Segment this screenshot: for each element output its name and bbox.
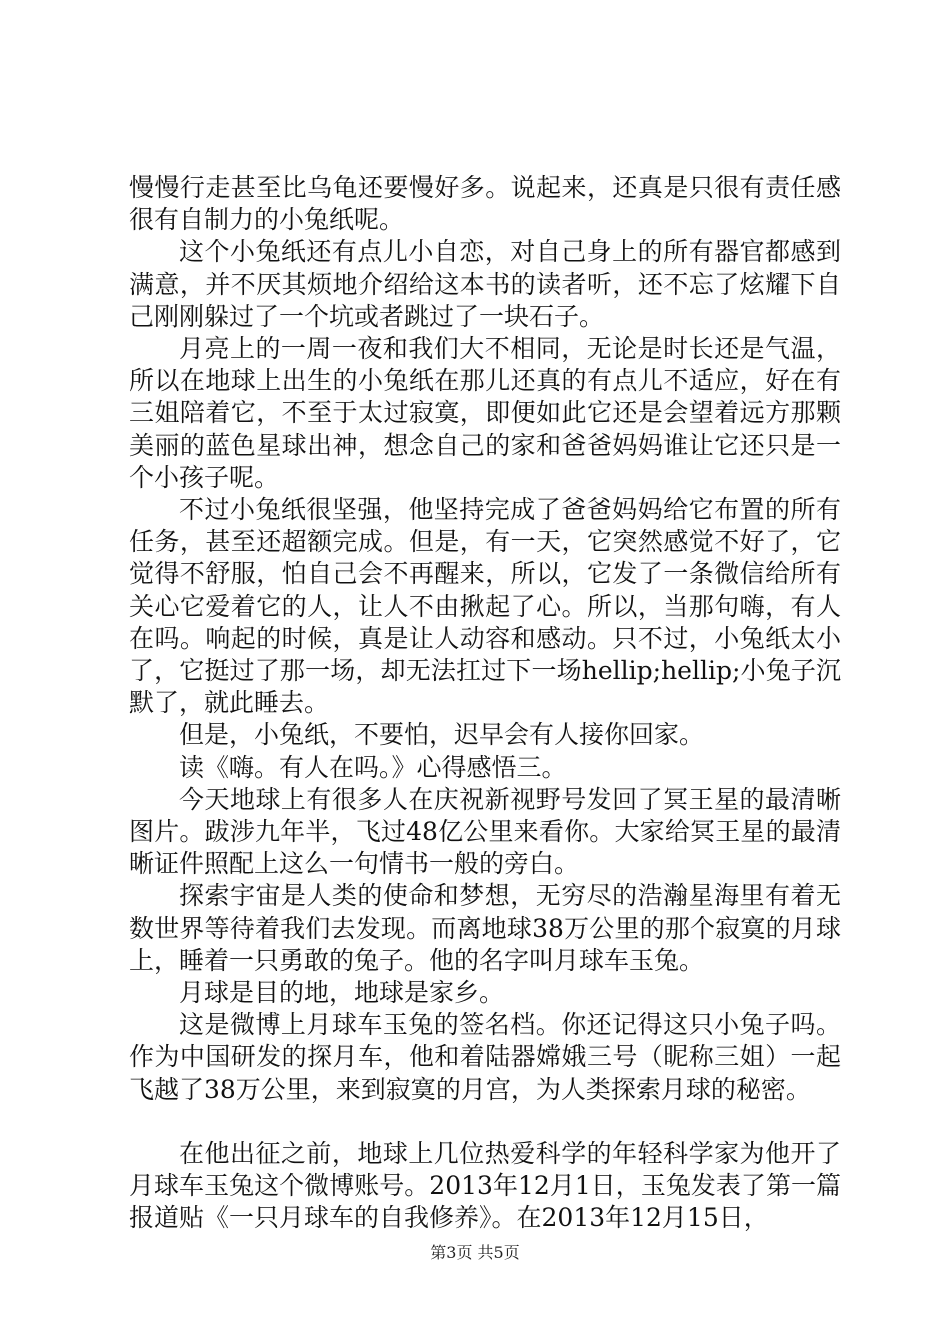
paragraph: 探索宇宙是人类的使命和梦想，无穷尽的浩瀚星海里有着无数世界等待着我们去发现。而离地球38万公里的那个寂寞的月球上，睡着一只勇敢的兔子。他的名字叫月球车玉兔。 <box>129 881 841 975</box>
document-body <box>129 172 841 1235</box>
paragraph: 月球是目的地，地球是家乡。 <box>179 978 505 1008</box>
paragraph: 在他出征之前，地球上几位热爱科学的年轻科学家为他开了月球车玉兔这个微博账号。2013年12月1日，玉兔发表了第一篇报道贴《一只月球车的自我修养》。在2013年12月15日， <box>129 1138 841 1233</box>
paragraph: 不过小兔纸很坚强，他坚持完成了爸爸妈妈给它布置的所有任务，甚至还超额完成。但是，有一天，它突然感觉不好了，它觉得不舒服，怕自己会不再醒来，所以，它发了一条微信给所有关心它爱着它的人，让人不由揪起了心。所以，当那句嗨，有人在吗。响起的时候，真是让人动容和感动。只不过，小兔纸太小了，它挺过了那一场，却无法扛过下一场hellip;hellip;小兔子沉默了，就此睡去。 <box>129 495 841 718</box>
page-number-footer: 第3页 共5页 <box>430 1243 520 1262</box>
paragraph: 今天地球上有很多人在庆祝新视野号发回了冥王星的最清晰图片。跋涉九年半，飞过48亿公里来看你。大家给冥王星的最清晰证件照配上这么一句情书一般的旁白。 <box>129 784 841 879</box>
paragraph: 读《嗨。有人在吗。》心得感悟三。 <box>179 752 567 782</box>
paragraph: 但是，小兔纸，不要怕，迟早会有人接你回家。 <box>179 720 705 750</box>
paragraph: 月亮上的一周一夜和我们大不相同，无论是时长还是气温，所以在地球上出生的小兔纸在那儿还真的有点儿不适应，好在有三姐陪着它，不至于太过寂寞，即便如此它还是会望着远方那颗美丽的蓝色星球出神，想念自己的家和爸爸妈妈谁让它还只是一个小孩子呢。 <box>129 334 841 492</box>
paragraph: 慢慢行走甚至比乌龟还要慢好多。说起来，还真是只很有责任感很有自制力的小兔纸呢。 <box>129 173 841 235</box>
paragraph: 这个小兔纸还有点儿小自恋，对自己身上的所有器官都感到满意，并不厌其烦地介绍给这本书的读者听，还不忘了炫耀下自己刚刚躲过了一个坑或者跳过了一块石子。 <box>129 237 841 331</box>
paragraph: 这是微博上月球车玉兔的签名档。你还记得这只小兔子吗。作为中国研发的探月车，他和着陆器嫦娥三号（昵称三姐）一起飞越了38万公里，来到寂寞的月宫，为人类探索月球的秘密。 <box>129 1010 841 1104</box>
